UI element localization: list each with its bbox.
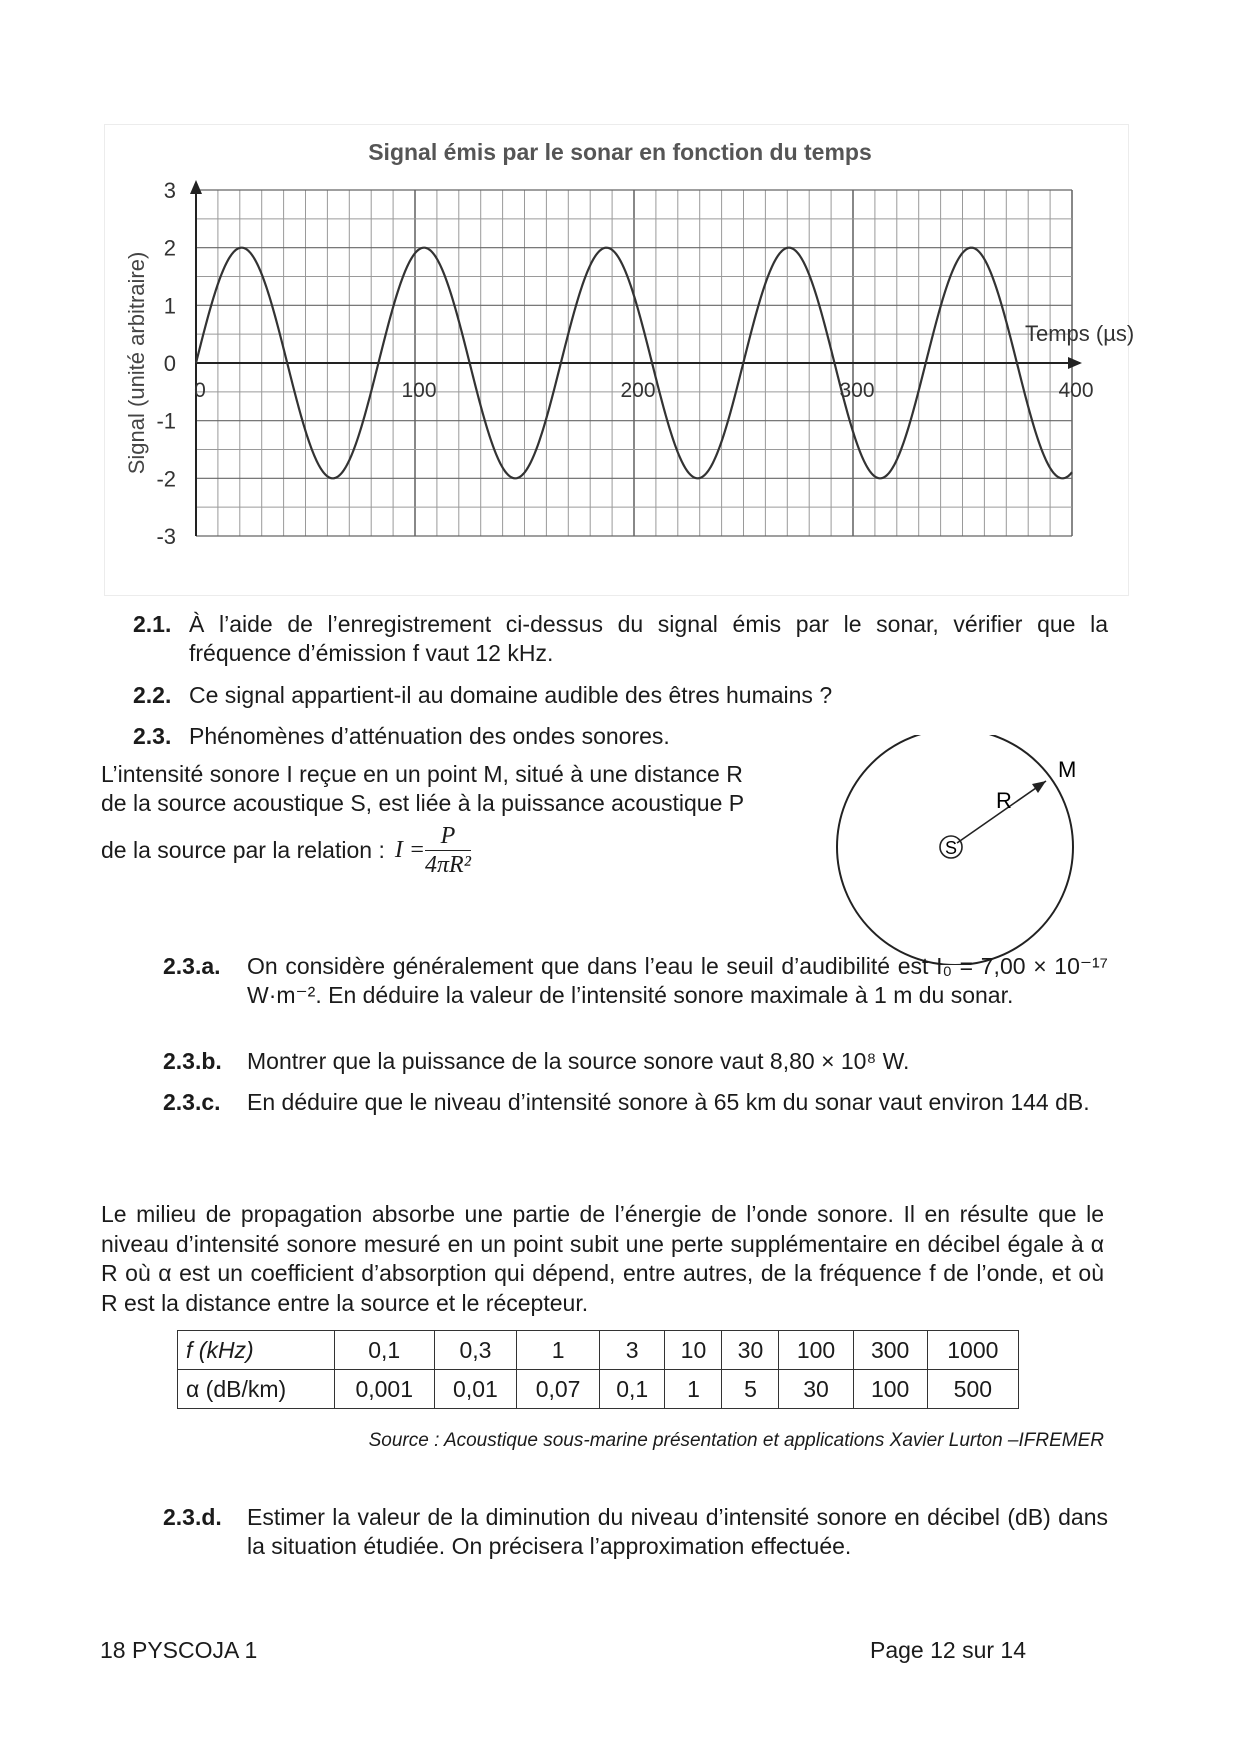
question-number: 2.2. (133, 682, 172, 708)
label-radius: R (996, 788, 1012, 813)
footer-page: Page 12 sur 14 (870, 1637, 1027, 1663)
question-text: En déduire que le niveau d’intensité sonore à 65 km du sonar vaut environ 144 dB. (247, 1089, 1090, 1115)
absorption-paragraph: Le milieu de propagation absorbe une partie de l’énergie de l’onde sonore. Il en résulte que le niveau d’intensité sonore mesuré en un point subit une perte supplémentaire en décibel égale à α R où α est un coefficient d’absorption qui dépend, entre autres, de la fréquence f de l’onde, et où R est la distance entre la source et le récepteur. (101, 1201, 1104, 1316)
question-number: 2.3. (133, 723, 172, 749)
x-axis-label: Temps (µs) (1025, 321, 1135, 346)
table-header: f (kHz) (178, 1331, 335, 1370)
question-2-2 (133, 681, 1108, 710)
source-diagram (820, 735, 1120, 965)
y-axis-label: Signal (unité arbitraire) (124, 251, 149, 475)
arrow-head-icon (1032, 781, 1046, 793)
chart-title: Signal émis par le sonar en fonction du temps (368, 139, 872, 165)
table-cell: 30 (722, 1331, 779, 1370)
table-cell: 0,001 (334, 1370, 434, 1409)
table-cell: 10 (665, 1331, 722, 1370)
table-cell: 100 (853, 1370, 927, 1409)
table-cell: 0,3 (434, 1331, 517, 1370)
y-tick-label: -2 (156, 466, 176, 492)
question-text: Estimer la valeur de la diminution du niveau d’intensité sonore en décibel (dB) dans la situation étudiée. On précisera l’approximation effectuée. (247, 1504, 1108, 1559)
question-text: Phénomènes d’atténuation des ondes sonores. (189, 723, 670, 749)
sonar-signal-chart (0, 0, 1243, 620)
label-source: S (944, 838, 958, 858)
table-cell: 3 (599, 1331, 665, 1370)
x-tick-label: 400 (1058, 379, 1094, 402)
formula-numerator: P (425, 822, 471, 851)
y-tick-label: 1 (163, 293, 176, 319)
table-cell: 5 (722, 1370, 779, 1409)
question-number: 2.3.d. (163, 1504, 222, 1530)
intro-line: L’intensité sonore I reçue en un point M, situé à une distance R (101, 761, 743, 787)
question-text: Montrer que la puissance de la source sonore vaut 8,80 × 10⁸ W. (247, 1048, 910, 1074)
x-tick-label: 100 (401, 379, 437, 402)
table-header: α (dB/km) (178, 1370, 335, 1409)
question-number: 2.1. (133, 611, 172, 637)
y-tick-label: 3 (163, 178, 176, 203)
question-2-3-b (163, 1047, 1108, 1076)
formula-denominator: 4πR² (425, 852, 471, 878)
absorption-table (177, 1330, 1019, 1409)
question-2-3-d (163, 1503, 1108, 1561)
x-tick-label: 300 (839, 379, 875, 402)
table-row-frequency (178, 1331, 1019, 1370)
table-cell: 300 (853, 1331, 927, 1370)
formula-lhs: I = (394, 837, 426, 863)
table-cell: 0,07 (517, 1370, 600, 1409)
intensity-formula-line (101, 822, 471, 879)
formula-fraction (425, 822, 471, 879)
y-tick-label: -1 (156, 408, 176, 434)
table-cell: 1 (517, 1331, 600, 1370)
table-cell: 500 (927, 1370, 1018, 1409)
x-tick-label: 0 (194, 379, 206, 402)
footer-code: 18 PYSCOJA 1 (100, 1637, 258, 1663)
table-row-alpha (178, 1370, 1019, 1409)
question-text: Ce signal appartient-il au domaine audible des êtres humains ? (189, 682, 833, 708)
question-text: On considère généralement que dans l’eau le seuil d’audibilité est I₀ = 7,00 × 10⁻¹⁷ W·m⁻². En déduire la valeur de l’intensité sonore maximale à 1 m du sonar. (247, 953, 1108, 1008)
question-number: 2.3.b. (163, 1048, 222, 1074)
table-cell: 100 (779, 1331, 853, 1370)
question-2-1 (133, 610, 1108, 668)
x-tick-label: 200 (620, 379, 656, 402)
table-cell: 0,1 (599, 1370, 665, 1409)
y-tick-label: -3 (156, 524, 176, 549)
table-cell: 1000 (927, 1331, 1018, 1370)
table-cell: 0,01 (434, 1370, 517, 1409)
question-text: À l’aide de l’enregistrement ci-dessus du signal émis par le sonar, vérifier que la fréquence d’émission f vaut 12 kHz. (189, 611, 1108, 666)
question-number: 2.3.c. (163, 1089, 221, 1115)
question-number: 2.3.a. (163, 953, 221, 979)
y-tick-label: 0 (163, 351, 176, 376)
source-citation: Source : Acoustique sous-marine présentation et applications Xavier Lurton –IFREMER (368, 1430, 1104, 1451)
x-axis-arrow-icon (1068, 357, 1082, 369)
question-2-3-a (163, 952, 1108, 1010)
table-cell: 1 (665, 1370, 722, 1409)
y-tick-label: 2 (163, 235, 176, 261)
y-axis-arrow-icon (190, 180, 202, 194)
table-cell: 30 (779, 1370, 853, 1409)
question-2-3-c (163, 1088, 1108, 1117)
intro-line: de la source acoustique S, est liée à la puissance acoustique P (101, 790, 745, 816)
label-point: M (1058, 757, 1077, 782)
table-cell: 0,1 (334, 1331, 434, 1370)
intensity-intro (101, 760, 821, 818)
intro-line: de la source par la relation : (101, 837, 385, 863)
